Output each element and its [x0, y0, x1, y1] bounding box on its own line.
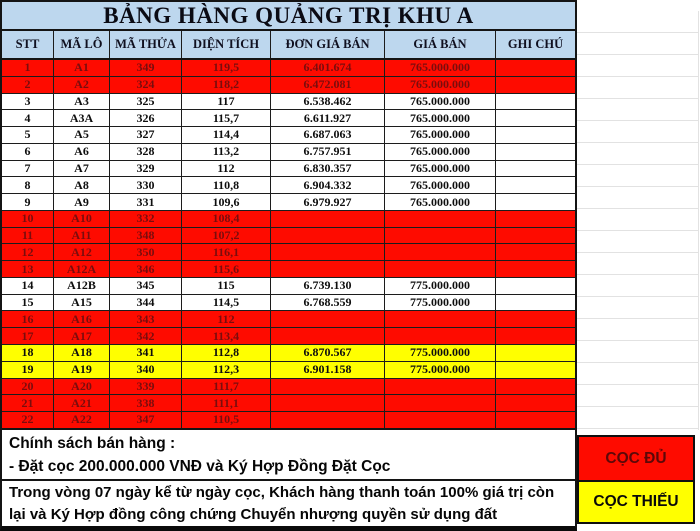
- cell-ma-lo[interactable]: A3: [54, 94, 110, 110]
- cell-don-gia[interactable]: [271, 379, 385, 395]
- cell-dien-tich[interactable]: 107,2: [182, 228, 271, 244]
- cell-dien-tich[interactable]: 112: [182, 161, 271, 177]
- cell-gia-ban[interactable]: [385, 211, 496, 227]
- cell-don-gia[interactable]: 6.901.158: [271, 362, 385, 378]
- cell-ma-thua[interactable]: 324: [110, 77, 182, 93]
- cell-ghi-chu[interactable]: [496, 328, 575, 344]
- cell-don-gia[interactable]: 6.757.951: [271, 144, 385, 160]
- cell-ma-thua[interactable]: 328: [110, 144, 182, 160]
- cell-ghi-chu[interactable]: [496, 395, 575, 411]
- cell-don-gia[interactable]: 6.979.927: [271, 194, 385, 210]
- cell-don-gia[interactable]: 6.830.357: [271, 161, 385, 177]
- cell-gia-ban[interactable]: [385, 311, 496, 327]
- cell-ma-thua[interactable]: 349: [110, 60, 182, 76]
- cell-dien-tich[interactable]: 111,1: [182, 395, 271, 411]
- table-row: [2, 94, 575, 111]
- header-don-gia-ban[interactable]: ĐƠN GIÁ BÁN: [271, 31, 385, 58]
- cell-ma-lo[interactable]: A20: [54, 379, 110, 395]
- cell-don-gia[interactable]: [271, 228, 385, 244]
- cell-ma-lo[interactable]: A1: [54, 60, 110, 76]
- cell-don-gia[interactable]: [271, 395, 385, 411]
- table-row: [2, 295, 575, 312]
- cell-stt[interactable]: 16: [2, 311, 54, 327]
- cell-gia-ban[interactable]: 775.000.000: [385, 278, 496, 294]
- cell-dien-tich[interactable]: 110,5: [182, 412, 271, 428]
- header-gia-ban[interactable]: GIÁ BÁN: [385, 31, 496, 58]
- cell-gia-ban[interactable]: 765.000.000: [385, 94, 496, 110]
- cell-stt[interactable]: 11: [2, 228, 54, 244]
- cell-ma-lo[interactable]: A9: [54, 194, 110, 210]
- table-row: [2, 144, 575, 161]
- notes-area: [0, 430, 577, 531]
- cell-ghi-chu[interactable]: [496, 110, 575, 126]
- table-row: [2, 77, 575, 94]
- cell-don-gia[interactable]: 6.538.462: [271, 94, 385, 110]
- table-row: [2, 244, 575, 261]
- cell-gia-ban[interactable]: [385, 261, 496, 277]
- cell-ma-thua[interactable]: 326: [110, 110, 182, 126]
- cell-stt[interactable]: 4: [2, 110, 54, 126]
- cell-ma-lo[interactable]: A3A: [54, 110, 110, 126]
- cell-dien-tich[interactable]: 118,2: [182, 77, 271, 93]
- cell-dien-tich[interactable]: 115,7: [182, 110, 271, 126]
- cell-ghi-chu[interactable]: [496, 362, 575, 378]
- cell-ma-lo[interactable]: A5: [54, 127, 110, 143]
- table-row: [2, 211, 575, 228]
- sales-policy-line: - Đặt cọc 200.000.000 VNĐ và Ký Hợp Đồng Đặt Cọc: [9, 458, 391, 475]
- cell-gia-ban[interactable]: 765.000.000: [385, 177, 496, 193]
- cell-don-gia[interactable]: 6.904.332: [271, 177, 385, 193]
- table-row: [2, 177, 575, 194]
- cell-stt[interactable]: 6: [2, 144, 54, 160]
- table-row: [2, 161, 575, 178]
- cell-ghi-chu[interactable]: [496, 261, 575, 277]
- cell-stt[interactable]: 1: [2, 60, 54, 76]
- cell-ma-thua[interactable]: 332: [110, 211, 182, 227]
- table-row: [2, 395, 575, 412]
- cell-ghi-chu[interactable]: [496, 412, 575, 428]
- cell-dien-tich[interactable]: 119,5: [182, 60, 271, 76]
- cell-ma-thua[interactable]: 338: [110, 395, 182, 411]
- cell-dien-tich[interactable]: 112: [182, 311, 271, 327]
- cell-stt[interactable]: 20: [2, 379, 54, 395]
- cell-don-gia[interactable]: [271, 261, 385, 277]
- cell-ma-thua[interactable]: 342: [110, 328, 182, 344]
- cell-dien-tich[interactable]: 116,1: [182, 244, 271, 260]
- cell-ma-thua[interactable]: 346: [110, 261, 182, 277]
- header-ma-lo[interactable]: MÃ LÔ: [54, 31, 110, 58]
- cell-dien-tich[interactable]: 117: [182, 94, 271, 110]
- empty-grid-area: [577, 11, 699, 430]
- table-row: [2, 194, 575, 211]
- cell-gia-ban[interactable]: 765.000.000: [385, 161, 496, 177]
- cell-don-gia[interactable]: [271, 412, 385, 428]
- legend-coc-du[interactable]: CỌC ĐỦ: [577, 435, 695, 482]
- cell-ghi-chu[interactable]: [496, 194, 575, 210]
- cell-gia-ban[interactable]: [385, 228, 496, 244]
- cell-ghi-chu[interactable]: [496, 278, 575, 294]
- cell-ma-lo[interactable]: A18: [54, 345, 110, 361]
- cell-ma-lo[interactable]: A6: [54, 144, 110, 160]
- cell-stt[interactable]: 14: [2, 278, 54, 294]
- cell-dien-tich[interactable]: 114,4: [182, 127, 271, 143]
- cell-don-gia[interactable]: [271, 311, 385, 327]
- cell-dien-tich[interactable]: 114,5: [182, 295, 271, 311]
- cell-gia-ban[interactable]: 765.000.000: [385, 77, 496, 93]
- cell-ma-thua[interactable]: 341: [110, 345, 182, 361]
- cell-stt[interactable]: 19: [2, 362, 54, 378]
- cell-ghi-chu[interactable]: [496, 379, 575, 395]
- cell-ma-thua[interactable]: 348: [110, 228, 182, 244]
- cell-stt[interactable]: 3: [2, 94, 54, 110]
- cell-ma-lo[interactable]: A22: [54, 412, 110, 428]
- cell-ghi-chu[interactable]: [496, 211, 575, 227]
- table-body: [2, 60, 575, 428]
- cell-stt[interactable]: 2: [2, 77, 54, 93]
- cell-ma-lo[interactable]: A16: [54, 311, 110, 327]
- cell-stt[interactable]: 9: [2, 194, 54, 210]
- cell-gia-ban[interactable]: [385, 379, 496, 395]
- cell-dien-tich[interactable]: 115: [182, 278, 271, 294]
- cell-ma-thua[interactable]: 339: [110, 379, 182, 395]
- cell-ma-lo[interactable]: A21: [54, 395, 110, 411]
- cell-ma-thua[interactable]: 329: [110, 161, 182, 177]
- cell-stt[interactable]: 10: [2, 211, 54, 227]
- cell-ghi-chu[interactable]: [496, 228, 575, 244]
- cell-gia-ban[interactable]: 765.000.000: [385, 144, 496, 160]
- cell-ghi-chu[interactable]: [496, 161, 575, 177]
- table-header: [2, 31, 575, 60]
- cell-ghi-chu[interactable]: [496, 60, 575, 76]
- cell-stt[interactable]: 15: [2, 295, 54, 311]
- cell-don-gia[interactable]: 6.739.130: [271, 278, 385, 294]
- cell-don-gia[interactable]: 6.472.081: [271, 77, 385, 93]
- cell-ma-thua[interactable]: 350: [110, 244, 182, 260]
- table-row: [2, 412, 575, 428]
- cell-ma-thua[interactable]: 330: [110, 177, 182, 193]
- cell-ghi-chu[interactable]: [496, 127, 575, 143]
- cell-ghi-chu[interactable]: [496, 244, 575, 260]
- cell-ma-thua[interactable]: 343: [110, 311, 182, 327]
- cell-don-gia[interactable]: 6.401.674: [271, 60, 385, 76]
- cell-ghi-chu[interactable]: [496, 345, 575, 361]
- cell-don-gia[interactable]: 6.870.567: [271, 345, 385, 361]
- cell-gia-ban[interactable]: 765.000.000: [385, 127, 496, 143]
- cell-gia-ban[interactable]: [385, 412, 496, 428]
- cell-dien-tich[interactable]: 112,3: [182, 362, 271, 378]
- cell-stt[interactable]: 18: [2, 345, 54, 361]
- payment-terms-note: Trong vòng 07 ngày kể từ ngày cọc, Khách hàng thanh toán 100% giá trị còn lại và Ký Hợp đồng công chứng Chuyển nhượng quyền sử dụng đất: [0, 481, 577, 531]
- cell-stt[interactable]: 5: [2, 127, 54, 143]
- cell-dien-tich[interactable]: 111,7: [182, 379, 271, 395]
- cell-ma-lo[interactable]: A7: [54, 161, 110, 177]
- cell-ma-lo[interactable]: A10: [54, 211, 110, 227]
- table-row: [2, 60, 575, 77]
- cell-ma-lo[interactable]: A11: [54, 228, 110, 244]
- table-row: [2, 379, 575, 396]
- cell-don-gia[interactable]: 6.611.927: [271, 110, 385, 126]
- table-row: [2, 228, 575, 245]
- cell-ma-lo[interactable]: A12: [54, 244, 110, 260]
- cell-dien-tich[interactable]: 108,4: [182, 211, 271, 227]
- cell-ma-lo[interactable]: A8: [54, 177, 110, 193]
- cell-ghi-chu[interactable]: [496, 311, 575, 327]
- header-ghi-chu[interactable]: GHI CHÚ: [507, 37, 564, 51]
- cell-stt[interactable]: 13: [2, 261, 54, 277]
- cell-gia-ban[interactable]: [385, 244, 496, 260]
- table-row: [2, 127, 575, 144]
- cell-ghi-chu[interactable]: [496, 77, 575, 93]
- cell-dien-tich[interactable]: 113,2: [182, 144, 271, 160]
- cell-ma-lo[interactable]: A12A: [54, 261, 110, 277]
- cell-ma-lo[interactable]: A15: [54, 295, 110, 311]
- cell-ma-lo[interactable]: A2: [54, 77, 110, 93]
- cell-stt[interactable]: 7: [2, 161, 54, 177]
- cell-stt[interactable]: 12: [2, 244, 54, 260]
- cell-stt[interactable]: 22: [2, 412, 54, 428]
- cell-don-gia[interactable]: 6.768.559: [271, 295, 385, 311]
- cell-stt[interactable]: 21: [2, 395, 54, 411]
- cell-ma-thua[interactable]: 331: [110, 194, 182, 210]
- cell-stt[interactable]: 8: [2, 177, 54, 193]
- cell-don-gia[interactable]: [271, 211, 385, 227]
- cell-ma-thua[interactable]: 345: [110, 278, 182, 294]
- table-row: [2, 345, 575, 362]
- header-dien-tich[interactable]: DIỆN TÍCH: [182, 31, 271, 58]
- cell-dien-tich[interactable]: 109,6: [182, 194, 271, 210]
- sales-policy-title: Chính sách bán hàng :: [9, 435, 176, 452]
- legend-coc-thieu[interactable]: CỌC THIẾU: [577, 482, 695, 524]
- cell-gia-ban[interactable]: 775.000.000: [385, 362, 496, 378]
- cell-ma-lo[interactable]: A12B: [54, 278, 110, 294]
- cell-ghi-chu[interactable]: [496, 144, 575, 160]
- cell-dien-tich[interactable]: 112,8: [182, 345, 271, 361]
- cell-gia-ban[interactable]: 775.000.000: [385, 295, 496, 311]
- cell-stt[interactable]: 17: [2, 328, 54, 344]
- table-row: [2, 328, 575, 345]
- header-stt[interactable]: STT: [2, 31, 54, 58]
- cell-ghi-chu[interactable]: [496, 295, 575, 311]
- cell-dien-tich[interactable]: 110,8: [182, 177, 271, 193]
- page-title: BẢNG HÀNG QUẢNG TRỊ KHU A: [2, 2, 575, 31]
- cell-don-gia[interactable]: 6.687.063: [271, 127, 385, 143]
- table-row: [2, 261, 575, 278]
- cell-gia-ban[interactable]: 765.000.000: [385, 194, 496, 210]
- cell-ma-thua[interactable]: 340: [110, 362, 182, 378]
- cell-gia-ban[interactable]: [385, 328, 496, 344]
- cell-don-gia[interactable]: [271, 244, 385, 260]
- cell-ma-lo[interactable]: A17: [54, 328, 110, 344]
- cell-dien-tich[interactable]: 115,6: [182, 261, 271, 277]
- table-row: [2, 278, 575, 295]
- header-ma-thua[interactable]: MÃ THỬA: [110, 31, 182, 58]
- cell-don-gia[interactable]: [271, 328, 385, 344]
- cell-gia-ban[interactable]: [385, 395, 496, 411]
- cell-ma-thua[interactable]: 325: [110, 94, 182, 110]
- table-row: [2, 362, 575, 379]
- cell-gia-ban[interactable]: 765.000.000: [385, 60, 496, 76]
- table-row: [2, 110, 575, 127]
- cell-gia-ban[interactable]: 775.000.000: [385, 345, 496, 361]
- cell-ma-lo[interactable]: A19: [54, 362, 110, 378]
- cell-ghi-chu[interactable]: [496, 94, 575, 110]
- cell-ghi-chu[interactable]: [496, 177, 575, 193]
- cell-ma-thua[interactable]: 347: [110, 412, 182, 428]
- cell-dien-tich[interactable]: 113,4: [182, 328, 271, 344]
- cell-gia-ban[interactable]: 765.000.000: [385, 110, 496, 126]
- sales-policy-note: [0, 430, 577, 481]
- cell-ma-thua[interactable]: 344: [110, 295, 182, 311]
- cell-ma-thua[interactable]: 327: [110, 127, 182, 143]
- table-row: [2, 311, 575, 328]
